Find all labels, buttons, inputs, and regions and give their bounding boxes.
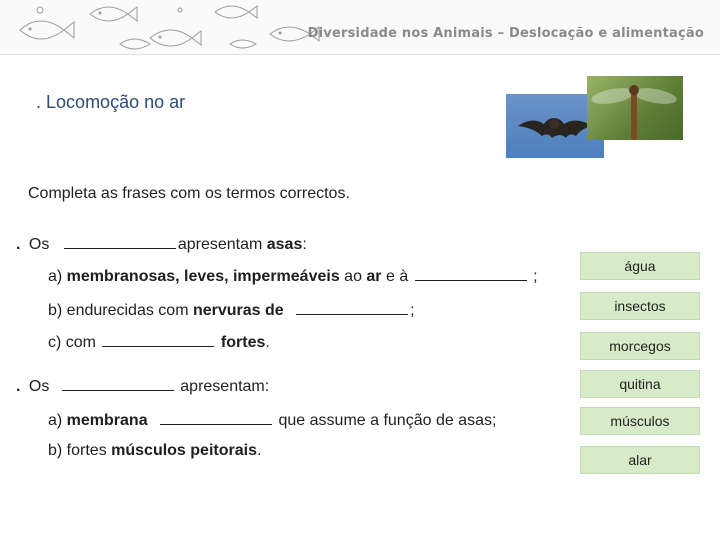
word-bank-item[interactable]: insectos <box>580 292 700 320</box>
word-bank-item[interactable]: quitina <box>580 370 700 398</box>
exercise2-suffix: apresentam: <box>180 378 270 395</box>
word-bank-item[interactable]: alar <box>580 446 700 474</box>
exercise2-stem <box>16 374 269 396</box>
exercise2-item-a <box>48 408 496 430</box>
exercise1-a-blank[interactable] <box>415 264 527 281</box>
exercise2-bullet: . <box>16 378 21 395</box>
section-title-text: Locomoção no ar <box>46 92 186 112</box>
item-a-bold2: ar <box>366 268 382 285</box>
exercise2-a-blank[interactable] <box>160 408 272 425</box>
section-title <box>36 92 185 113</box>
item-c-tail: . <box>265 334 270 351</box>
ex2-item-a-bold: membrana <box>66 412 148 429</box>
item-a-tail: ; <box>533 268 538 285</box>
exercise1-prefix: Os <box>28 236 50 253</box>
dragonfly-icon <box>587 76 683 140</box>
exercise1-item-a <box>48 264 538 286</box>
item-c-prefix: c) com <box>48 334 96 351</box>
ex2-item-b-prefix: b) fortes <box>48 442 112 459</box>
exercise2-prefix: Os <box>28 378 50 395</box>
item-a-mid: ao <box>339 268 367 285</box>
exercise1-item-c <box>48 330 270 352</box>
exercise2-item-b <box>48 442 261 460</box>
item-b-tail: ; <box>410 302 415 319</box>
item-a-prefix: a) <box>48 268 67 285</box>
exercise1-suffix-text: apresentam <box>177 236 267 253</box>
exercise2-blank[interactable] <box>62 374 174 391</box>
exercise1-bullet: . <box>16 236 21 253</box>
ex2-item-a-prefix: a) <box>48 412 67 429</box>
word-bank-item[interactable]: músculos <box>580 407 700 435</box>
dragonfly-photo <box>587 76 683 140</box>
word-bank-item[interactable]: água <box>580 252 700 280</box>
item-b-prefix: b) endurecidas com <box>48 302 193 319</box>
exercise1-suffix-end: : <box>302 236 307 253</box>
exercise1-blank[interactable] <box>64 232 176 249</box>
section-bullet: . <box>36 92 42 112</box>
exercise1-c-blank[interactable] <box>102 330 214 347</box>
exercise1-suffix-bold: asas <box>266 236 303 253</box>
item-c-bold: fortes <box>220 334 266 351</box>
ex2-item-b-tail: . <box>256 442 262 459</box>
item-a-end: e à <box>381 268 409 285</box>
word-bank-item[interactable]: morcegos <box>580 332 700 360</box>
exercise1-item-b <box>48 298 415 320</box>
ex2-item-b-bold: músculos peitorais <box>111 442 257 459</box>
item-b-bold: nervuras de <box>192 302 284 319</box>
ex2-item-a-tail: que assume a função de asas; <box>278 412 497 429</box>
header-title: Diversidade nos Animais – Deslocação e alimentação <box>307 26 704 41</box>
item-a-bold: membranosas, leves, impermeáveis <box>66 268 340 285</box>
exercise1-stem <box>16 232 307 254</box>
exercise1-b-blank[interactable] <box>296 298 408 315</box>
header-banner <box>0 0 720 55</box>
instruction-text: Completa as frases com os termos correctos. <box>28 185 350 202</box>
